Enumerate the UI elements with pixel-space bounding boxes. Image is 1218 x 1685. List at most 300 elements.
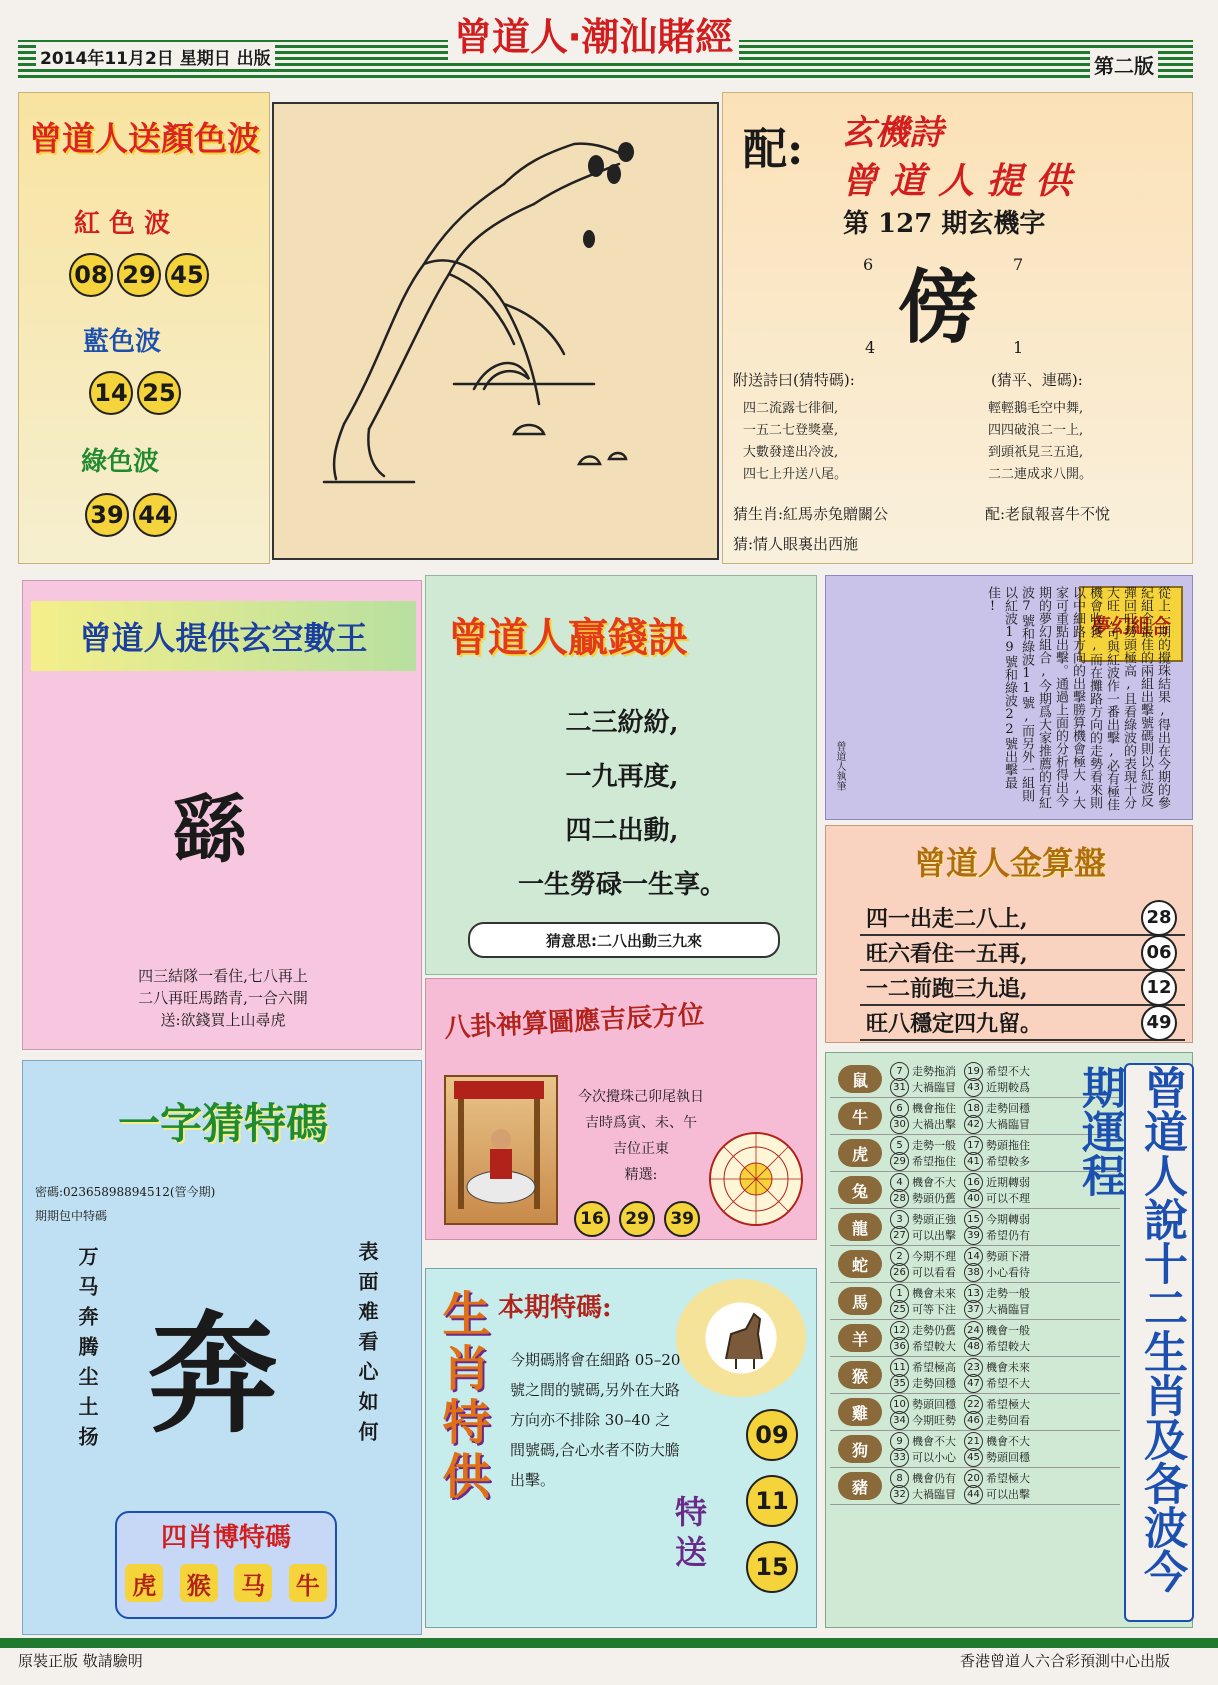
zodiac-number: 12 — [890, 1321, 909, 1340]
mystic-num-br: 1 — [1013, 338, 1024, 357]
zodiac-entry — [964, 1433, 1038, 1449]
blue-wave-label: 藍色波 — [83, 327, 162, 357]
zodiac-col — [890, 1396, 964, 1428]
abacus-row — [860, 936, 1185, 971]
zodiac-note: 可等下注 — [912, 1303, 956, 1316]
zodiac-animal-icon — [830, 1286, 890, 1316]
zodiac-number: 9 — [890, 1432, 909, 1451]
zodiac-entry — [890, 1137, 964, 1153]
zodiac-number: 34 — [890, 1411, 909, 1430]
zodiac-entry — [890, 1338, 964, 1354]
zodiac-note: 走勢回穩 — [912, 1377, 956, 1390]
green-ball: 44 — [133, 493, 177, 537]
left-poem — [743, 398, 847, 486]
golden-abacus-panel — [825, 825, 1193, 1043]
zodiac-col — [964, 1174, 1038, 1206]
zodiac-entry — [964, 1211, 1038, 1227]
poem-line: 一五二七登獎臺, — [743, 423, 839, 438]
poem-line: 大數發達出冷波, — [743, 445, 839, 460]
abacus-row — [860, 971, 1185, 1006]
zodiac-entry — [890, 1153, 964, 1169]
zodiac-row — [830, 1394, 1120, 1431]
zodiac-entry — [964, 1116, 1038, 1132]
zodiac-col — [890, 1433, 964, 1465]
bagua-pick: 精選: — [624, 1167, 658, 1183]
zodiac-number: 38 — [964, 1263, 983, 1282]
xuankong-lines — [23, 965, 423, 1031]
bagua-line: 吉時爲寅、未、午 — [585, 1115, 697, 1131]
xuankong-line: 二八再旺馬踏青,一合六開 — [138, 989, 308, 1007]
abacus-number: 49 — [1141, 1005, 1177, 1041]
zodiac-note: 希望仍有 — [986, 1229, 1030, 1242]
footer-bar — [0, 1638, 1218, 1648]
zodiac-number: 3 — [890, 1210, 909, 1229]
zodiac-number: 40 — [964, 1189, 983, 1208]
blue-ball: 14 — [89, 371, 133, 415]
win-hint: 猜意思:二八出動三九來 — [468, 922, 780, 958]
zodiac-note: 機會未來 — [912, 1287, 956, 1300]
shengxiao-side: 生肖特供 — [434, 1289, 490, 1505]
bagua-lines — [556, 1084, 726, 1188]
blue-ball: 25 — [137, 371, 181, 415]
zodiac-entry — [964, 1322, 1038, 1338]
left-verse: 万马奔腾尘土扬 — [75, 1246, 99, 1456]
win-line: 四二出動, — [565, 816, 679, 846]
zodiac-number: 6 — [890, 1099, 909, 1118]
zodiac-number: 17 — [964, 1136, 983, 1155]
zodiac-number: 26 — [890, 1263, 909, 1282]
zodiac-note: 大禍臨冒 — [986, 1303, 1030, 1316]
zodiac-guess: 猜生肖:紅馬赤兔贈關公 — [733, 505, 889, 523]
zodiac-note: 走勢回穩 — [986, 1102, 1030, 1115]
green-wave-label: 綠色波 — [81, 447, 160, 477]
shengxiao-text: 今期碼將會在細路 05–20 號之間的號碼,另外在大路方向亦不排除 30–40 之間號碼,合心水者不防大膽出擊。 — [510, 1351, 681, 1489]
zodiac-number: 8 — [890, 1469, 909, 1488]
xuankong-line: 送:欲錢買上山尋虎 — [160, 1011, 286, 1029]
zodiac-number: 5 — [890, 1136, 909, 1155]
zodiac-number: 18 — [964, 1099, 983, 1118]
zodiac-number: 37 — [964, 1300, 983, 1319]
zodiac-number: 7 — [890, 1062, 909, 1081]
zodiac-row — [830, 1320, 1120, 1357]
zodiac-entry — [964, 1153, 1038, 1169]
zodiac-note: 機會不大 — [912, 1176, 956, 1189]
zodiac-note: 近期轉弱 — [986, 1176, 1030, 1189]
zodiac-number: 36 — [890, 1337, 909, 1356]
poem-line: 四二流露七徘徊, — [743, 401, 839, 416]
zodiac-title: 曾道人說十二生肖及各波今期運程 — [1124, 1063, 1194, 1622]
zodiac-col — [890, 1174, 964, 1206]
zodiac-note: 小心看待 — [986, 1266, 1030, 1279]
zodiac-entry — [964, 1137, 1038, 1153]
zodiac-note: 機會一般 — [986, 1324, 1030, 1337]
bagua-line: 今次攪珠己卯尾執日 — [578, 1089, 704, 1105]
zodiac-number: 43 — [964, 1078, 983, 1097]
zodiac-animal-icon — [830, 1434, 890, 1464]
zodiac-note: 可以不理 — [986, 1192, 1030, 1205]
four-zodiac-box — [115, 1511, 337, 1619]
zodiac-animal-icon — [830, 1101, 890, 1131]
zodiac-row — [830, 1357, 1120, 1394]
zodiac-animal-icon — [830, 1249, 890, 1279]
zodiac-chip: 牛 — [289, 1564, 327, 1602]
zodiac-col — [890, 1100, 964, 1132]
zodiac-entry — [964, 1412, 1038, 1428]
zodiac-note: 走勢一般 — [986, 1287, 1030, 1300]
zodiac-entry — [964, 1338, 1038, 1354]
four-zodiac-title: 四肖博特碼 — [160, 1523, 291, 1553]
zodiac-note: 大禍出擊 — [912, 1118, 956, 1131]
zodiac-number: 32 — [890, 1485, 909, 1504]
zodiac-entry — [890, 1433, 964, 1449]
zodiac-animal: 狗 — [838, 1435, 882, 1463]
zodiac-animal: 馬 — [838, 1287, 882, 1315]
zodiac-entry — [964, 1063, 1038, 1079]
zodiac-animal: 蛇 — [838, 1250, 882, 1278]
zodiac-note: 走勢回看 — [986, 1414, 1030, 1427]
xuankong-panel — [22, 580, 422, 1050]
abacus-text: 一二前跑三九追, — [866, 976, 1028, 1002]
zodiac-number: 16 — [964, 1173, 983, 1192]
right-poem-heading: (猜平、連碼): — [991, 371, 1083, 389]
zodiac-number: 10 — [890, 1395, 909, 1414]
edition-label: 第二版 — [1090, 50, 1158, 79]
zodiac-number: 11 — [890, 1358, 909, 1377]
special-send: 特送 — [670, 1495, 708, 1575]
zodiac-animal-icon — [830, 1360, 890, 1390]
zodiac-col — [964, 1100, 1038, 1132]
zodiac-number: 31 — [890, 1078, 909, 1097]
bagua-ball: 39 — [664, 1201, 700, 1237]
zodiac-animal: 雞 — [838, 1398, 882, 1426]
zodiac-entry — [890, 1116, 964, 1132]
zodiac-note: 機會仍有 — [912, 1472, 956, 1485]
zodiac-entry — [964, 1359, 1038, 1375]
zodiac-note: 機會不大 — [912, 1435, 956, 1448]
zodiac-note: 希望極高 — [912, 1361, 956, 1374]
bagua-panel — [425, 978, 817, 1240]
zodiac-chip: 虎 — [125, 1564, 163, 1602]
zodiac-col — [890, 1359, 964, 1391]
zodiac-entry — [964, 1486, 1038, 1502]
red-wave-numbers — [67, 253, 211, 297]
zodiac-note: 今期不理 — [912, 1250, 956, 1263]
zodiac-number: 46 — [964, 1411, 983, 1430]
red-ball: 29 — [117, 253, 161, 297]
zodiac-note: 勢頭回穩 — [986, 1451, 1030, 1464]
zodiac-note: 希望較大 — [986, 1340, 1030, 1353]
zodiac-col — [964, 1470, 1038, 1502]
zodiac-note: 機會不大 — [986, 1435, 1030, 1448]
zodiac-number: 41 — [964, 1152, 983, 1171]
zodiac-animal-icon — [830, 1212, 890, 1242]
zodiac-col — [964, 1396, 1038, 1428]
zodiac-note: 希望不大 — [986, 1377, 1030, 1390]
poem-line: 到頭祇見三五追, — [988, 445, 1084, 460]
zodiac-entry — [890, 1470, 964, 1486]
zodiac-col — [890, 1470, 964, 1502]
general-rider-illustration — [444, 1075, 558, 1225]
zodiac-note: 近期較爲 — [986, 1081, 1030, 1094]
dream-text: 從上一期的攪珠結果,得出在今期的參紀組合最佳的兩組出擊號碼則以紅波反彈回旺勢頭極高,且看綠波的表現十分大旺,可與紅波作一番出擊,必有極佳機會收獲,而在攤路方向的走勢看來則以中細路方向的出擊勝算機會極大,大家可重點出擊。通過上面的分析得出今期的夢幻組合,今期爲大家推薦的有紅波7號和綠波11號,而另外一組則以紅波19號和綠波22號出擊最佳! — [985, 586, 1170, 811]
issue-date: 2014年11月2日 星期日 出版 — [36, 44, 275, 69]
zodiac-entry — [964, 1449, 1038, 1465]
zodiac-entry — [890, 1063, 964, 1079]
zodiac-number: 48 — [964, 1337, 983, 1356]
zodiac-col — [890, 1063, 964, 1095]
zodiac-note: 可以看看 — [912, 1266, 956, 1279]
zodiac-entry — [964, 1396, 1038, 1412]
dog-icon — [676, 1279, 806, 1397]
abacus-rows — [860, 901, 1185, 1041]
abacus-text: 四一出走二八上, — [866, 906, 1028, 932]
color-wave-title: 曾道人送顏色波 — [29, 119, 260, 158]
provider-line: 曾 道 人 提 供 — [841, 161, 1072, 202]
xuankong-title: 曾道人提供玄空數王 — [31, 601, 416, 671]
zodiac-note: 大禍臨冒 — [986, 1118, 1030, 1131]
zodiac-entry — [964, 1248, 1038, 1264]
bagua-line: 吉位正東 — [613, 1141, 669, 1157]
zodiac-note: 可以小心 — [912, 1451, 956, 1464]
zodiac-animal-icon — [830, 1471, 890, 1501]
zodiac-col — [964, 1137, 1038, 1169]
abacus-row — [860, 1006, 1185, 1041]
zodiac-note: 希望不大 — [986, 1065, 1030, 1078]
zodiac-animal-icon — [830, 1397, 890, 1427]
zodiac-note: 可以出擊 — [912, 1229, 956, 1242]
zodiac-number: 35 — [890, 1374, 909, 1393]
win-line: 一九再度, — [565, 762, 679, 792]
red-ball: 08 — [69, 253, 113, 297]
zodiac-col — [964, 1322, 1038, 1354]
right-poem — [988, 398, 1092, 486]
zodiac-col — [890, 1285, 964, 1317]
pei-label: 配: — [743, 124, 804, 175]
zodiac-entry — [964, 1079, 1038, 1095]
zodiac-animal: 鼠 — [838, 1065, 882, 1093]
zodiac-animal: 兔 — [838, 1176, 882, 1204]
footer-left: 原裝正版 敬請驗明 — [18, 1652, 143, 1670]
zodiac-note: 希望極大 — [986, 1472, 1030, 1485]
phrase-guess: 猜:情人眼裏出西施 — [733, 535, 859, 553]
left-poem-heading: 附送詩曰(猜特碼): — [733, 371, 855, 389]
zodiac-animal-icon — [830, 1138, 890, 1168]
abacus-number: 28 — [1141, 900, 1177, 936]
zodiac-col — [964, 1433, 1038, 1465]
shengxiao-panel — [425, 1268, 817, 1628]
issue-label: 第 127 期玄機字 — [843, 209, 1046, 239]
xuankong-line: 四三結隊一看住,七八再上 — [138, 967, 308, 985]
zodiac-animal-icon — [830, 1175, 890, 1205]
zodiac-number: 14 — [964, 1247, 983, 1266]
zodiac-number: 1 — [890, 1284, 909, 1303]
zodiac-note: 走勢拖消 — [912, 1065, 956, 1078]
zodiac-note: 今期轉弱 — [986, 1213, 1030, 1226]
special-ball: 15 — [746, 1541, 798, 1593]
zodiac-entry — [890, 1190, 964, 1206]
poem-title: 玄機詩 — [841, 113, 943, 153]
zodiac-number: 44 — [964, 1485, 983, 1504]
abacus-row — [860, 901, 1185, 936]
one-word-char: 奔 — [148, 1298, 279, 1451]
zodiac-number: 22 — [964, 1395, 983, 1414]
bagua-ball: 29 — [619, 1201, 655, 1237]
green-wave-numbers — [83, 493, 179, 537]
zodiac-entry — [890, 1174, 964, 1190]
zodiac-number: 4 — [890, 1173, 909, 1192]
abacus-number: 12 — [1141, 970, 1177, 1006]
zodiac-row — [830, 1246, 1120, 1283]
zodiac-number: 33 — [890, 1448, 909, 1467]
zodiac-col — [890, 1211, 964, 1243]
one-word-panel — [22, 1060, 422, 1635]
zodiac-row — [830, 1283, 1120, 1320]
win-money-panel — [425, 575, 817, 975]
zodiac-note: 走勢一般 — [912, 1139, 956, 1152]
win-line: 二三紛紛, — [565, 708, 679, 738]
zodiac-entry — [890, 1248, 964, 1264]
zodiac-number: 19 — [964, 1062, 983, 1081]
zodiac-number: 42 — [964, 1115, 983, 1134]
zodiac-animal: 龍 — [838, 1213, 882, 1241]
zodiac-entry — [964, 1301, 1038, 1317]
zodiac-animal: 猴 — [838, 1361, 882, 1389]
zodiac-entry — [890, 1079, 964, 1095]
zodiac-note: 希望較大 — [912, 1340, 956, 1353]
shengxiao-numbers — [744, 1409, 800, 1593]
dream-badge: 夢幻組合 — [1079, 586, 1183, 662]
tree-sketch-icon — [274, 104, 717, 558]
four-zodiac-animals — [117, 1564, 335, 1602]
zodiac-number: 2 — [890, 1247, 909, 1266]
red-wave-label: 紅 色 波 — [74, 209, 171, 239]
mystic-poem-panel — [722, 92, 1193, 564]
zodiac-entry — [890, 1227, 964, 1243]
mystic-num-bl: 4 — [865, 338, 876, 357]
abacus-title: 曾道人金算盤 — [913, 844, 1106, 882]
zodiac-number: 27 — [890, 1226, 909, 1245]
zodiac-col — [964, 1285, 1038, 1317]
pei-guess: 配:老鼠報喜牛不悅 — [985, 505, 1111, 523]
zodiac-number: 15 — [964, 1210, 983, 1229]
zodiac-entry — [890, 1322, 964, 1338]
zodiac-animal: 豬 — [838, 1472, 882, 1500]
zodiac-chip: 猴 — [180, 1564, 218, 1602]
xuankong-symbol: 繇 — [173, 787, 247, 873]
zodiac-entry — [890, 1100, 964, 1116]
zodiac-note: 今期旺勢 — [912, 1414, 956, 1427]
zodiac-entry — [964, 1470, 1038, 1486]
zodiac-note: 大禍臨冒 — [912, 1488, 956, 1501]
tree-illustration — [272, 102, 719, 560]
zodiac-col — [964, 1211, 1038, 1243]
zodiac-entry — [964, 1190, 1038, 1206]
zodiac-number: 24 — [964, 1321, 983, 1340]
zodiac-note: 機會拖住 — [912, 1102, 956, 1115]
zodiac-number: 21 — [964, 1432, 983, 1451]
win-lines — [426, 696, 818, 912]
zodiac-entry — [964, 1100, 1038, 1116]
zodiac-note: 大禍臨冒 — [912, 1081, 956, 1094]
zodiac-note: 走勢仍舊 — [912, 1324, 956, 1337]
zodiac-row — [830, 1468, 1120, 1505]
dream-combo-panel — [825, 575, 1193, 820]
zodiac-animal: 牛 — [838, 1102, 882, 1130]
password-line: 密碼:02365898894512(管今期) — [35, 1185, 216, 1199]
zodiac-animal-icon — [830, 1064, 890, 1094]
zodiac-number: 20 — [964, 1469, 983, 1488]
zodiac-note: 勢頭正強 — [912, 1213, 956, 1226]
mystic-char: 傍 — [898, 260, 978, 354]
zodiac-note: 勢頭下滑 — [986, 1250, 1030, 1263]
zodiac-number: 13 — [964, 1284, 983, 1303]
shengxiao-title: 本期特碼: — [498, 1293, 612, 1323]
bagua-wheel-icon — [706, 1129, 806, 1233]
blue-wave-numbers — [87, 371, 183, 415]
zodiac-entry — [890, 1285, 964, 1301]
zodiac-entry — [964, 1264, 1038, 1280]
bagua-title: 八卦神算圖應吉辰方位 — [443, 1000, 705, 1044]
guarantee-note: 期期包中特碼 — [35, 1209, 108, 1223]
rider-icon — [446, 1077, 552, 1219]
win-title: 曾道人贏錢訣 — [448, 615, 688, 661]
zodiac-animal: 羊 — [838, 1324, 882, 1352]
zodiac-col — [964, 1359, 1038, 1391]
zodiac-entry — [890, 1449, 964, 1465]
zodiac-animal: 虎 — [838, 1139, 882, 1167]
zodiac-chip: 马 — [234, 1564, 272, 1602]
zodiac-entry — [890, 1264, 964, 1280]
zodiac-note: 勢頭仍舊 — [912, 1192, 956, 1205]
zodiac-number: 29 — [890, 1152, 909, 1171]
page-title: 曾道人‧潮汕賭經 — [448, 6, 739, 61]
dream-signature: 曾道人執筆 — [834, 741, 845, 791]
zodiac-number: 47 — [964, 1374, 983, 1393]
zodiac-col — [964, 1063, 1038, 1095]
mystic-num-tl: 6 — [863, 255, 874, 274]
zodiac-col — [890, 1248, 964, 1280]
win-line: 一生勞碌一生享。 — [517, 870, 726, 900]
zodiac-entry — [890, 1486, 964, 1502]
zodiac-entry — [964, 1375, 1038, 1391]
poem-line: 輕輕鵝毛空中舞, — [988, 401, 1084, 416]
zodiac-entry — [890, 1375, 964, 1391]
zodiac-panel — [825, 1052, 1193, 1628]
zodiac-note: 希望拖住 — [912, 1155, 956, 1168]
zodiac-entry — [890, 1412, 964, 1428]
zodiac-row — [830, 1209, 1120, 1246]
zodiac-entry — [964, 1227, 1038, 1243]
zodiac-entry — [964, 1285, 1038, 1301]
zodiac-entry — [890, 1301, 964, 1317]
poem-line: 二二連成求八開。 — [988, 467, 1093, 482]
abacus-number: 06 — [1141, 935, 1177, 971]
special-ball: 09 — [746, 1409, 798, 1461]
one-word-title: 一字猜特碼 — [117, 1099, 328, 1148]
zodiac-note: 希望極大 — [986, 1398, 1030, 1411]
mystic-num-tr: 7 — [1013, 255, 1024, 274]
zodiac-col — [964, 1248, 1038, 1280]
zodiac-row — [830, 1431, 1120, 1468]
zodiac-entry — [890, 1211, 964, 1227]
zodiac-note: 勢頭拖住 — [986, 1139, 1030, 1152]
zodiac-note: 勢頭回穩 — [912, 1398, 956, 1411]
red-ball: 45 — [165, 253, 209, 297]
zodiac-entry — [890, 1359, 964, 1375]
abacus-text: 旺六看住一五再, — [866, 941, 1028, 967]
green-ball: 39 — [85, 493, 129, 537]
zodiac-number: 28 — [890, 1189, 909, 1208]
